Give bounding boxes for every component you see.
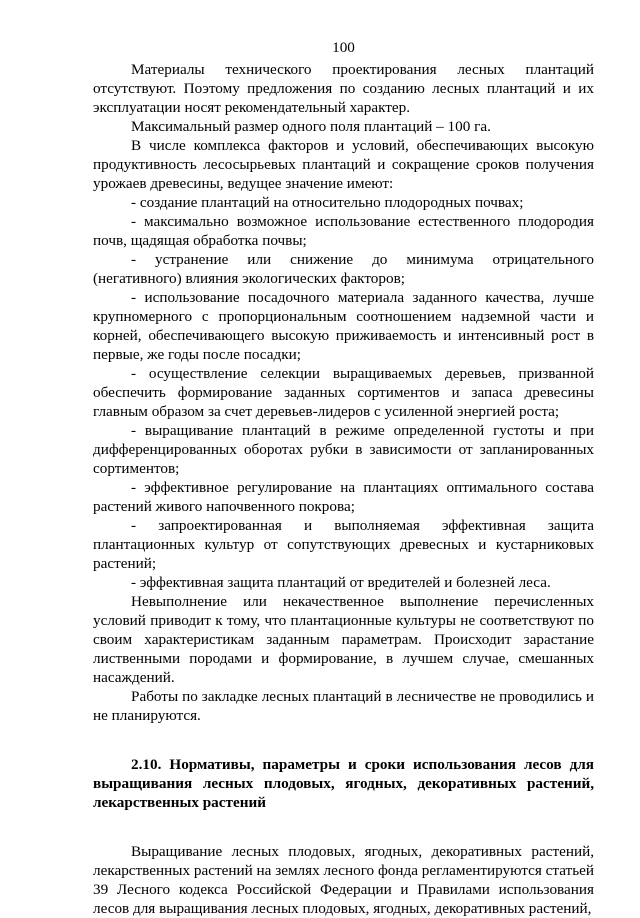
list-item: - создание плантаций на относительно плодородных почвах; (131, 194, 524, 211)
list-item: - осуществление селекции выращиваемых деревьев, призванной обеспечить формирование заданных сортиментов и запаса древесины главным образом за счет деревьев-лидеров с усиленной энергией роста; (93, 365, 594, 420)
paragraph-consequences: Невыполнение или некачественное выполнение перечисленных условий приводит к тому, что плантационные культуры не соответствуют по своим характеристикам заданным параметрам. Происходит зарастание лиственными породами и формирование, в лучшем случае, смешанных насаждений. (93, 593, 594, 686)
paragraph-factors: В числе комплекса факторов и условий, обеспечивающих высокую продуктивность лесосырьевых плантаций и сокращение сроков получения урожаев древесины, ведущее значение имеют: (93, 137, 594, 192)
paragraph-materials: Материалы технического проектирования лесных плантаций отсутствуют. Поэтому предложения по созданию лесных плантаций и их эксплуатации носят рекомендательный характер. (93, 61, 594, 116)
list-item: - выращивание плантаций в режиме определенной густоты и при дифференцированных оборотах рубки в зависимости от запланированных сортиментов; (93, 422, 594, 477)
paragraph-section-body: Выращивание лесных плодовых, ягодных, декоративных растений, лекарственных растений на землях лесного фонда регламентируются статьей 39 Лесного кодекса Российской Федерации и Правилами использования лесов для выращивания лесных плодовых, ягодных, декоративных растений, (93, 843, 594, 917)
page-number: 100 (332, 39, 355, 56)
list-item: - эффективное регулирование на плантациях оптимального состава растений живого напочвенного покрова; (93, 479, 594, 515)
list-item: - устранение или снижение до минимума отрицательного (негативного) влияния экологических факторов; (93, 251, 594, 287)
list-item: - максимально возможное использование естественного плодородия почв, щадящая обработка почвы; (93, 213, 594, 249)
paragraph-no-works: Работы по закладке лесных плантаций в лесничестве не проводились и не планируются. (93, 688, 594, 724)
bullet-list (93, 193, 594, 592)
list-item: - запроектированная и выполняемая эффективная защита плантационных культур от сопутствующих древесных и кустарниковых растений; (93, 517, 594, 572)
section-heading: 2.10. Нормативы, параметры и сроки использования лесов для выращивания лесных плодовых, ягодных, декоративных растений, лекарственных растений (93, 756, 594, 811)
paragraph-max-size: Максимальный размер одного поля плантаций – 100 га. (131, 118, 491, 135)
list-item: - эффективная защита плантаций от вредителей и болезней леса. (131, 574, 551, 591)
list-item: - использование посадочного материала заданного качества, лучше крупномерного с пропорциональным соотношением надземной части и корней, обеспечивающего высокую приживаемость и интенсивный рост в первые, же годы после посадки; (93, 289, 594, 363)
